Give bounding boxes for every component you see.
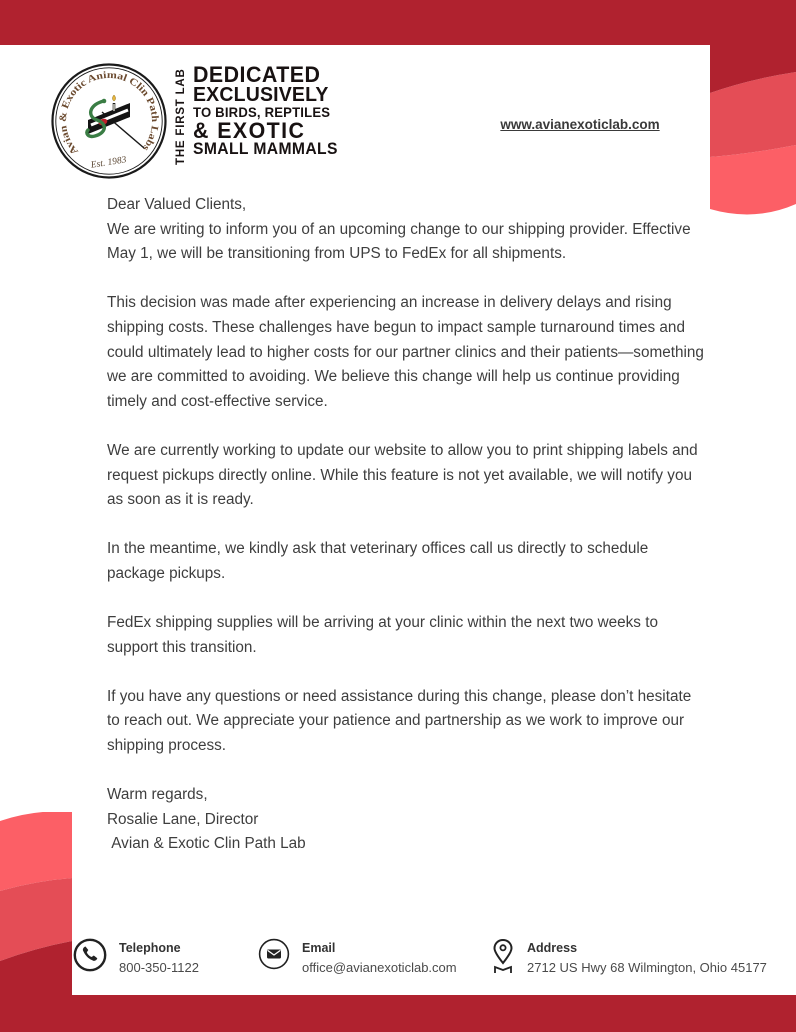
closing-line: Avian & Exotic Clin Path Lab [107, 835, 306, 853]
footer-email [258, 938, 457, 975]
closing-line: Rosalie Lane, Director [107, 810, 259, 828]
letter-paragraph: This decision was made after experiencing an increase in delivery delays and rising shipping costs. These challenges have begun to impact sample turnaround times and could ultimately lead to higher costs for our partner clinics and their patients—something we are committed to avoiding. We believe this change will help us continue providing timely and cost-effective service. [107, 294, 704, 410]
map-pin-icon [491, 938, 515, 976]
closing-block [107, 783, 707, 857]
email-label: Email [302, 941, 336, 955]
top-right-corner-decoration [710, 44, 796, 220]
tagline-line-5: SMALL MAMMALS [192, 140, 338, 159]
telephone-label: Telephone [119, 941, 181, 955]
phone-icon [73, 938, 107, 972]
letter-paragraph: We are currently working to update our website to allow you to print shipping labels and request pickups directly online. While this feature is not yet available, we will notify you as soon as it is ready. [107, 441, 698, 509]
tagline-line-4: & EXOTIC [192, 117, 305, 143]
paragraphs [107, 218, 707, 759]
lab-logo [50, 62, 168, 180]
letter-paragraph: We are writing to inform you of an upcoming change to our shipping provider. Effective May 1, we will be transitioning from UPS to FedEx for all shipments. [107, 220, 691, 263]
top-red-band [0, 0, 796, 45]
footer-telephone [73, 938, 199, 975]
closing-line: Warm regards, [107, 786, 208, 804]
tagline-line-1: DEDICATED [192, 62, 320, 87]
letter-paragraph: FedEx shipping supplies will be arriving at your clinic within the next two weeks to support this transition. [107, 614, 658, 656]
bottom-red-band [0, 995, 796, 1032]
address-label: Address [527, 941, 578, 955]
logo-est-text: Est. 1983 [90, 155, 128, 171]
telephone-value: 800-350-1122 [119, 960, 199, 975]
logo-arc-text: Avian & Exotic Animal Clin Path Labs [57, 69, 161, 157]
email-icon [258, 938, 290, 970]
tagline-line-3: TO BIRDS, REPTILES [192, 104, 330, 120]
website-link[interactable]: www.avianexoticlab.com [500, 117, 660, 132]
lab-tagline [176, 64, 345, 165]
footer-address [491, 938, 767, 976]
tagline-line-2: EXCLUSIVELY [192, 83, 329, 107]
bottom-left-corner-decoration [0, 812, 72, 996]
letter-paragraph: In the meantime, we kindly ask that veterinary offices call us directly to schedule package pickups. [107, 540, 649, 582]
email-value: office@avianexoticlab.com [302, 960, 457, 975]
address-value: 2712 US Hwy 68 Wilmington, Ohio 45177 [527, 960, 767, 975]
letter-body [107, 193, 707, 857]
tagline-vertical-text: THE FIRST LAB [175, 68, 187, 165]
letter-paragraph: If you have any questions or need assistance during this change, please don’t hesitate to reach out. We appreciate your patience and partnership as we work to improve our shipping process. [107, 687, 692, 755]
salutation: Dear Valued Clients, [107, 196, 247, 213]
